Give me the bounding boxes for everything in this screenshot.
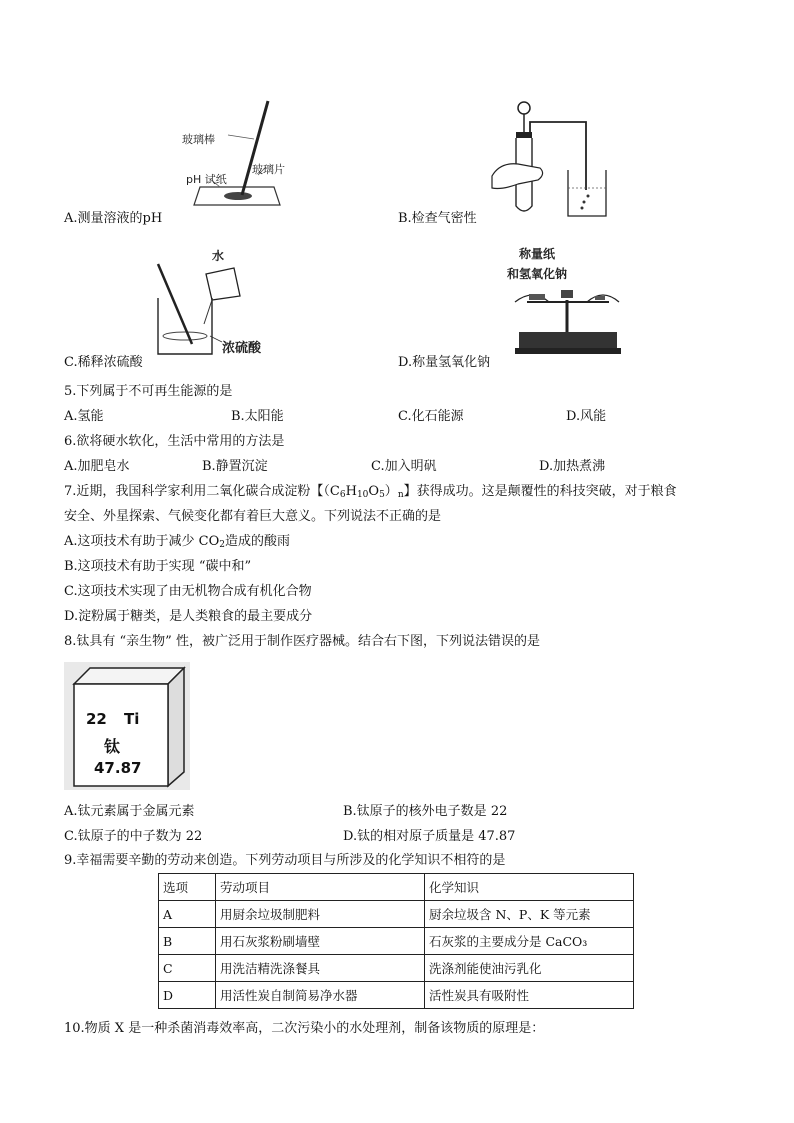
table-row: [159, 955, 634, 982]
q5-option-a: A.氢能: [64, 409, 104, 424]
row-a-option: A: [159, 901, 216, 928]
q6-option-b: B.静置沉淀: [202, 459, 268, 474]
table-row: [159, 901, 634, 928]
q8-option-a: A.钛元素属于金属元素: [64, 804, 195, 819]
row-d-labor: 用活性炭自制简易净水器: [216, 982, 425, 1009]
figure-c-caption: C.稀释浓硫酸: [64, 355, 143, 370]
element-atomic-number: 22: [86, 710, 107, 728]
header-chem-knowledge: 化学知识: [425, 874, 634, 901]
row-c-knowledge: 洗涤剂能使油污乳化: [425, 955, 634, 982]
q5-option-b: B.太阳能: [231, 409, 284, 424]
element-symbol: Ti: [124, 710, 140, 728]
row-d-option: D: [159, 982, 216, 1009]
q7-option-c: C.这项技术实现了由无机物合成有机化合物: [64, 584, 312, 599]
figure-d-caption: D.称量氢氧化钠: [398, 355, 491, 370]
label-water: 水: [212, 249, 225, 263]
figure-a-ph-test: [170, 95, 300, 215]
figure-c-dilute-acid: [148, 244, 278, 360]
label-conc-acid: 浓硫酸: [222, 341, 262, 356]
row-d-knowledge: 活性炭具有吸附性: [425, 982, 634, 1009]
q6-option-a: A.加肥皂水: [64, 459, 130, 474]
label-glass-plate: 玻璃片: [252, 163, 285, 176]
q7-option-a: A.这项技术有助于减少 $CO_2$造成的酸雨: [64, 534, 291, 550]
table-row: [159, 982, 634, 1009]
table-header-row: [159, 874, 634, 901]
table-row: [159, 928, 634, 955]
header-labor-item: 劳动项目: [216, 874, 425, 901]
figure-d-weigh-naoh: [505, 244, 630, 360]
element-name: 钛: [104, 737, 121, 756]
q9-table: [158, 873, 634, 1009]
row-b-knowledge: 石灰浆的主要成分是 CaCO₃: [425, 928, 634, 955]
row-c-labor: 用洗洁精洗涤餐具: [216, 955, 425, 982]
q6-stem: 6.欲将硬水软化，生活中常用的方法是: [64, 434, 285, 449]
q8-option-c: C.钛原子的中子数为 22: [64, 829, 203, 844]
label-glass-rod: 玻璃棒: [182, 133, 215, 146]
q6-option-d: D.加热煮沸: [539, 459, 606, 474]
q9-stem: 9.幸福需要辛勤的劳动来创造。下列劳动项目与所涉及的化学知识不相符的是: [64, 853, 506, 868]
row-a-labor: 用厨余垃圾制肥料: [216, 901, 425, 928]
label-ph-paper: pH 试纸: [186, 173, 227, 186]
q7-stem-line2: 安全、外星探索、气候变化都有着巨大意义。下列说法不正确的是: [64, 509, 442, 524]
element-atomic-mass: 47.87: [94, 759, 142, 777]
q7-option-d: D.淀粉属于糖类，是人类粮食的最主要成分: [64, 609, 313, 624]
figure-b-caption: B.检查气密性: [398, 211, 477, 226]
row-c-option: C: [159, 955, 216, 982]
label-weighing-paper: 称量纸: [519, 247, 556, 261]
q5-option-d: D.风能: [566, 409, 607, 424]
row-a-knowledge: 厨余垃圾含 N、P、K 等元素: [425, 901, 634, 928]
q5-stem: 5.下列属于不可再生能源的是: [64, 384, 233, 399]
figure-b-airtight-check: [488, 98, 613, 220]
q6-option-c: C.加入明矾: [371, 459, 437, 474]
q8-stem: 8.钛具有 “亲生物” 性，被广泛用于制作医疗器械。结合右下图，下列说法错误的是: [64, 634, 540, 649]
q5-option-c: C.化石能源: [398, 409, 464, 424]
label-and-naoh: 和氢氧化钠: [507, 267, 568, 281]
figure-a-caption: A.测量溶液的pH: [64, 211, 163, 226]
q8-option-d: D.钛的相对原子质量是 47.87: [343, 829, 516, 844]
q7-option-b: B.这项技术有助于实现 “碳中和”: [64, 559, 252, 574]
q10-stem: 10.物质 X 是一种杀菌消毒效率高，二次污染小的水处理剂，制备该物质的原理是：: [64, 1021, 545, 1036]
q8-option-b: B.钛原子的核外电子数是 22: [343, 804, 508, 819]
titanium-element-cube: [64, 662, 190, 790]
row-b-labor: 用石灰浆粉刷墙壁: [216, 928, 425, 955]
header-option: 选项: [159, 874, 216, 901]
row-b-option: B: [159, 928, 216, 955]
q7-stem-line1: 7.近期，我国科学家利用二氧化碳合成淀粉【$(C_6H_{10}O_5)_n$】获得成功。这是颠覆性的科技突破，对于粮食: [64, 484, 677, 500]
